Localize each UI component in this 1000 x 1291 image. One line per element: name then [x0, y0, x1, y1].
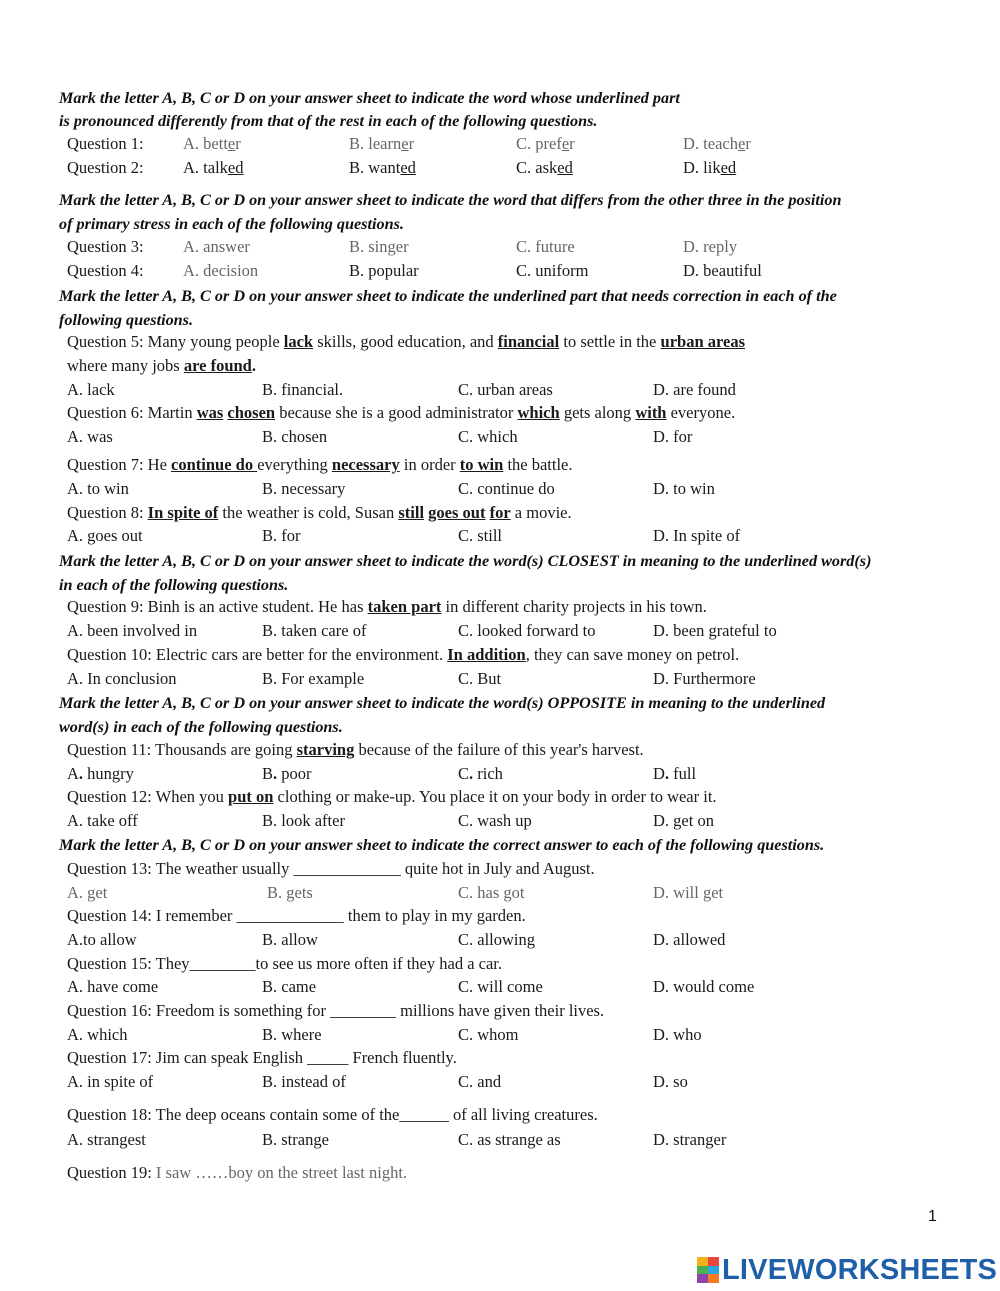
instruction-stress-line1: Mark the letter A, B, C or D on your answer sheet to indicate the word that differs from the other three in the position: [59, 191, 842, 209]
question-4-option-a[interactable]: A. decision: [183, 261, 259, 280]
question-15-option-a[interactable]: A. have come: [67, 977, 159, 996]
question-18-text: Question 18: The deep oceans contain some of the______ of all living creatures.: [67, 1105, 598, 1124]
question-4-label: Question 4:: [67, 261, 144, 280]
question-15-option-c[interactable]: C. will come: [458, 977, 543, 996]
instruction-correct-answer: Mark the letter A, B, C or D on your answer sheet to indicate the correct answer to each of the following questions.: [59, 836, 825, 854]
instruction-error-line2: following questions.: [59, 311, 194, 329]
question-16-text: Question 16: Freedom is something for ________ millions have given their lives.: [67, 1001, 605, 1020]
question-2-label: Question 2:: [67, 158, 144, 177]
question-8-option-b[interactable]: B. for: [262, 526, 301, 545]
question-12-option-d[interactable]: D. get on: [653, 811, 714, 830]
question-12-option-c[interactable]: C. wash up: [458, 811, 532, 830]
question-18-option-d[interactable]: D. stranger: [653, 1130, 727, 1149]
question-18-option-a[interactable]: A. strangest: [67, 1130, 146, 1149]
question-14-option-b[interactable]: B. allow: [262, 930, 318, 949]
question-2-option-a[interactable]: A. talked: [183, 158, 244, 177]
question-1-option-b[interactable]: B. learner: [349, 134, 415, 153]
question-9-option-d[interactable]: D. been grateful to: [653, 621, 777, 640]
question-9-text: Question 9: Binh is an active student. He has taken part in different charity projects in his town.: [67, 597, 707, 616]
question-6-option-c[interactable]: C. which: [458, 427, 518, 446]
question-16-option-d[interactable]: D. who: [653, 1025, 702, 1044]
question-13-option-b[interactable]: B. gets: [267, 883, 313, 902]
instruction-pronunciation-line1: Mark the letter A, B, C or D on your answer sheet to indicate the word whose underlined part: [59, 89, 680, 107]
question-2-option-d[interactable]: D. liked: [683, 158, 737, 177]
question-7-option-d[interactable]: D. to win: [653, 479, 715, 498]
question-5-option-a[interactable]: A. lack: [67, 380, 115, 399]
question-4-option-d[interactable]: D. beautiful: [683, 261, 762, 280]
instruction-opposite-line1: Mark the letter A, B, C or D on your answer sheet to indicate the word(s) OPPOSITE in meaning to the underlined: [59, 694, 826, 712]
question-5-option-b[interactable]: B. financial.: [262, 380, 344, 399]
question-11-option-d[interactable]: D. full: [653, 764, 697, 783]
question-19-text: Question 19: I saw ……boy on the street last night.: [67, 1163, 408, 1182]
question-6-option-d[interactable]: D. for: [653, 427, 693, 446]
question-18-option-b[interactable]: B. strange: [262, 1130, 329, 1149]
question-4-option-c[interactable]: C. uniform: [516, 261, 589, 280]
question-12-option-a[interactable]: A. take off: [67, 811, 138, 830]
question-5-text-line2: where many jobs are found.: [67, 356, 256, 375]
question-6-option-b[interactable]: B. chosen: [262, 427, 328, 446]
question-15-option-d[interactable]: D. would come: [653, 977, 755, 996]
question-10-option-a[interactable]: A. In conclusion: [67, 669, 177, 688]
question-14-option-c[interactable]: C. allowing: [458, 930, 535, 949]
question-1-label: Question 1:: [67, 134, 144, 153]
question-1-option-a[interactable]: A. better: [183, 134, 241, 153]
question-7-option-b[interactable]: B. necessary: [262, 479, 346, 498]
question-17-option-c[interactable]: C. and: [458, 1072, 502, 1091]
question-8-option-c[interactable]: C. still: [458, 526, 503, 545]
question-6-text: Question 6: Martin was chosen because she is a good administrator which gets along with everyone.: [67, 403, 736, 422]
question-11-text: Question 11: Thousands are going starving because of the failure of this year's harvest.: [67, 740, 644, 759]
question-10-text: Question 10: Electric cars are better for the environment. In addition, they can save money on petrol.: [67, 645, 740, 664]
question-11-option-b[interactable]: B. poor: [262, 764, 312, 783]
question-10-option-d[interactable]: D. Furthermore: [653, 669, 756, 688]
question-10-option-b[interactable]: B. For example: [262, 669, 365, 688]
question-16-option-c[interactable]: C. whom: [458, 1025, 519, 1044]
question-6-option-a[interactable]: A. was: [67, 427, 113, 446]
question-14-option-a[interactable]: A.to allow: [67, 930, 137, 949]
question-14-text: Question 14: I remember _____________ them to play in my garden.: [67, 906, 526, 925]
question-15-option-b[interactable]: B. came: [262, 977, 317, 996]
question-16-option-a[interactable]: A. which: [67, 1025, 128, 1044]
question-3-option-b[interactable]: B. singer: [349, 237, 409, 256]
instruction-closest-line2: in each of the following questions.: [59, 576, 289, 594]
question-8-option-d[interactable]: D. In spite of: [653, 526, 741, 545]
instruction-error-line1: Mark the letter A, B, C or D on your answer sheet to indicate the underlined part that needs correction in each of the: [59, 287, 837, 305]
instruction-closest-line1: Mark the letter A, B, C or D on your answer sheet to indicate the word(s) CLOSEST in meaning to the underlined word(s): [59, 552, 872, 570]
question-17-option-a[interactable]: A. in spite of: [67, 1072, 154, 1091]
question-7-option-a[interactable]: A. to win: [67, 479, 129, 498]
question-13-option-d[interactable]: D. will get: [653, 883, 724, 902]
question-3-option-d[interactable]: D. reply: [683, 237, 738, 256]
question-2-option-b[interactable]: B. wanted: [349, 158, 416, 177]
question-17-text: Question 17: Jim can speak English _____ French fluently.: [67, 1048, 457, 1067]
question-12-text: Question 12: When you put on clothing or make-up. You place it on your body in order to wear it.: [67, 787, 717, 806]
question-16-option-b[interactable]: B. where: [262, 1025, 322, 1044]
question-9-option-c[interactable]: C. looked forward to: [458, 621, 596, 640]
question-3-option-a[interactable]: A. answer: [183, 237, 250, 256]
instruction-opposite-line2: word(s) in each of the following questions.: [59, 718, 343, 736]
question-11-option-a[interactable]: A. hungry: [67, 764, 134, 783]
question-13-option-a[interactable]: A. get: [67, 883, 108, 902]
question-5-text: Question 5: Many young people lack skills, good education, and financial to settle in the urban areas: [67, 332, 746, 351]
question-7-option-c[interactable]: C. continue do: [458, 479, 555, 498]
question-17-option-d[interactable]: D. so: [653, 1072, 688, 1091]
question-5-option-d[interactable]: D. are found: [653, 380, 736, 399]
question-9-option-b[interactable]: B. taken care of: [262, 621, 367, 640]
question-3-option-c[interactable]: C. future: [516, 237, 575, 256]
liveworksheets-logo-icon: [697, 1257, 719, 1283]
question-14-option-d[interactable]: D. allowed: [653, 930, 726, 949]
question-3-label: Question 3:: [67, 237, 144, 256]
question-7-text: Question 7: He continue do everything necessary in order to win the battle.: [67, 455, 573, 474]
question-12-option-b[interactable]: B. look after: [262, 811, 345, 830]
liveworksheets-logo-text: LIVEWORKSHEETS: [722, 1253, 998, 1286]
question-1-option-c[interactable]: C. prefer: [516, 134, 575, 153]
question-13-text: Question 13: The weather usually _____________ quite hot in July and August.: [67, 859, 595, 878]
question-10-option-c[interactable]: C. But: [458, 669, 502, 688]
question-18-option-c[interactable]: C. as strange as: [458, 1130, 561, 1149]
instruction-stress-line2: of primary stress in each of the following questions.: [59, 215, 404, 233]
question-15-text: Question 15: They________to see us more often if they had a car.: [67, 954, 503, 973]
question-1-option-d[interactable]: D. teacher: [683, 134, 751, 153]
question-11-option-c[interactable]: C. rich: [458, 764, 503, 783]
page-number: 1: [928, 1208, 937, 1225]
question-8-option-a[interactable]: A. goes out: [67, 526, 143, 545]
instruction-pronunciation-line2: is pronounced differently from that of the rest in each of the following questions.: [59, 112, 598, 130]
question-5-option-c[interactable]: C. urban areas: [458, 380, 553, 399]
question-8-text: Question 8: In spite of the weather is cold, Susan still goes out for a movie.: [67, 503, 572, 522]
liveworksheets-logo: [697, 1255, 997, 1285]
question-9-option-a[interactable]: A. been involved in: [67, 621, 198, 640]
question-4-option-b[interactable]: B. popular: [349, 261, 419, 280]
question-13-option-c[interactable]: C. has got: [458, 883, 525, 902]
question-2-option-c[interactable]: C. asked: [516, 158, 573, 177]
question-17-option-b[interactable]: B. instead of: [262, 1072, 346, 1091]
